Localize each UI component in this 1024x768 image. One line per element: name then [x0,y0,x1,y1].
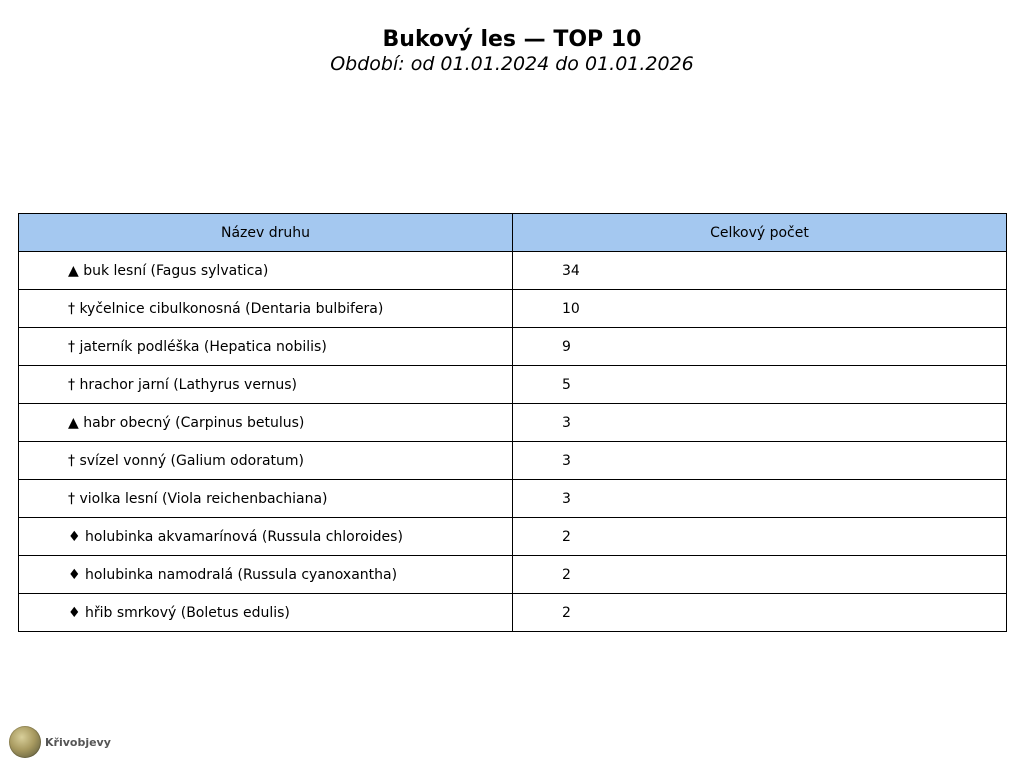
species-name-cell: † violka lesní (Viola reichenbachiana) [19,480,513,518]
table-row [19,442,1007,480]
species-name-cell: † jaterník podléška (Hepatica nobilis) [19,328,513,366]
report-header [0,27,1024,75]
table-row [19,594,1007,632]
brand-logo-icon [9,726,41,758]
table-row [19,328,1007,366]
species-name-cell: ♦ hřib smrkový (Boletus edulis) [19,594,513,632]
species-name-cell: † hrachor jarní (Lathyrus vernus) [19,366,513,404]
species-count-cell: 9 [513,328,1007,366]
species-name-cell: † kyčelnice cibulkonosná (Dentaria bulbifera) [19,290,513,328]
species-name-cell: ♦ holubinka akvamarínová (Russula chloroides) [19,518,513,556]
table-row [19,518,1007,556]
column-header-species-name: Název druhu [19,214,513,252]
table-row [19,404,1007,442]
column-header-total-count: Celkový počet [513,214,1007,252]
species-count-cell: 3 [513,480,1007,518]
table-row [19,366,1007,404]
species-name-cell: † svízel vonný (Galium odoratum) [19,442,513,480]
species-name-cell: ▲ habr obecný (Carpinus betulus) [19,404,513,442]
brand-footer [9,726,111,758]
species-table [18,213,1007,632]
species-count-cell: 34 [513,252,1007,290]
period-subtitle: Období: od 01.01.2024 do 01.01.2026 [330,53,694,75]
table-header-row [19,214,1007,252]
species-count-cell: 10 [513,290,1007,328]
table-row [19,556,1007,594]
table-row [19,480,1007,518]
species-count-cell: 2 [513,556,1007,594]
species-count-cell: 3 [513,442,1007,480]
brand-name: Křivobjevy [45,735,111,749]
table-row [19,290,1007,328]
species-count-cell: 3 [513,404,1007,442]
page-title: Bukový les — TOP 10 [382,27,642,52]
species-count-cell: 5 [513,366,1007,404]
species-name-cell: ▲ buk lesní (Fagus sylvatica) [19,252,513,290]
species-name-cell: ♦ holubinka namodralá (Russula cyanoxantha) [19,556,513,594]
species-count-cell: 2 [513,594,1007,632]
table-row [19,252,1007,290]
species-count-cell: 2 [513,518,1007,556]
